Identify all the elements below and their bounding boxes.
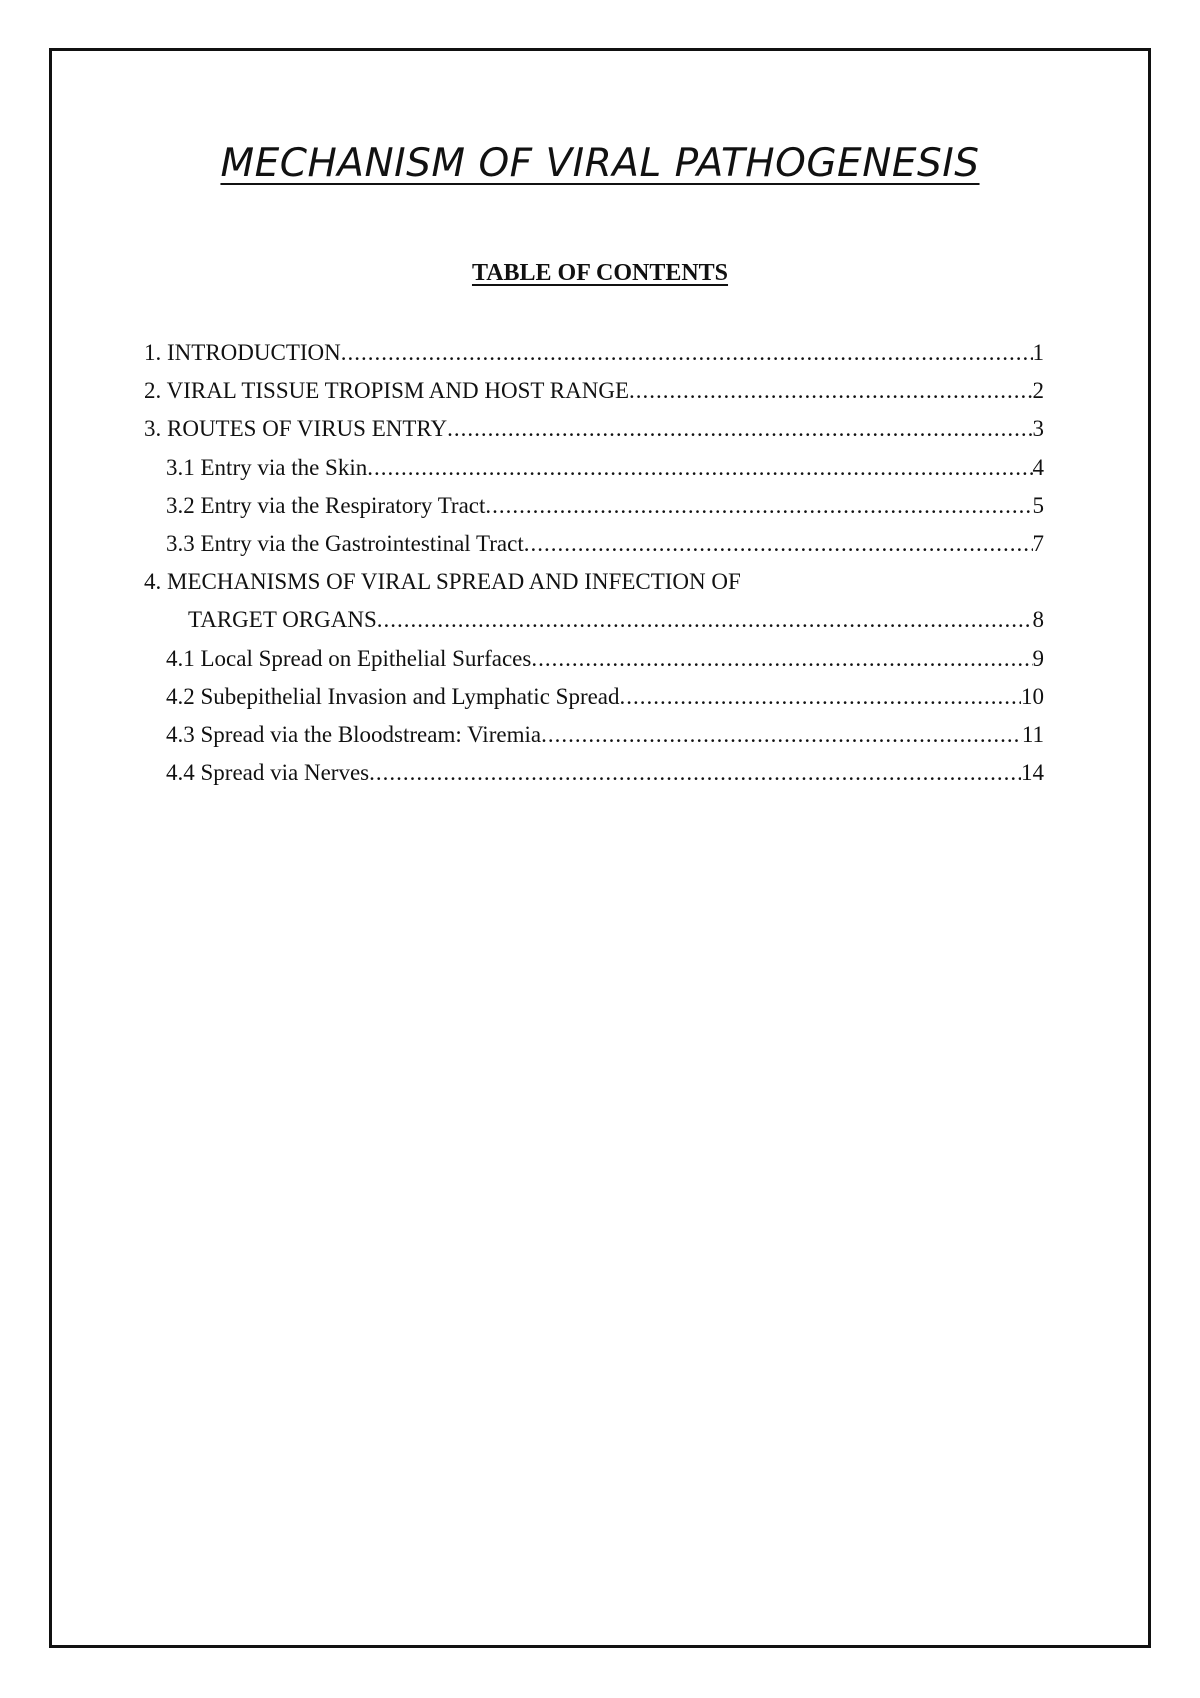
document-title: MECHANISM OF VIRAL PATHOGENESIS [220, 141, 980, 186]
toc-entry-label: 3. ROUTES OF VIRUS ENTRY [144, 416, 448, 442]
toc-entry-introduction[interactable] [144, 334, 1044, 372]
toc-leader-dots [629, 372, 1033, 410]
toc-leader-dots [341, 334, 1033, 372]
toc-entry-viral-spread[interactable] [144, 563, 1044, 601]
toc-entry-nerves[interactable] [144, 754, 1044, 792]
toc-entry-label: 4.4 Spread via Nerves [166, 760, 370, 786]
toc-entry-page: 1 [1032, 340, 1044, 365]
toc-entry-label: 4. MECHANISMS OF VIRAL SPREAD AND INFECTION OF [144, 569, 741, 595]
toc-entry-target-organs[interactable] [144, 601, 1044, 639]
toc-leader-dots [447, 410, 1032, 448]
table-of-contents [144, 334, 1044, 792]
toc-leader-dots [541, 716, 1022, 754]
toc-leader-dots [485, 487, 1032, 525]
toc-leader-dots [367, 449, 1032, 487]
toc-entry-label: 3.3 Entry via the Gastrointestinal Tract [166, 530, 524, 556]
toc-entry-page: 8 [1032, 607, 1044, 633]
toc-leader-dots [377, 601, 1033, 639]
toc-entry-page: 10 [1021, 683, 1044, 709]
toc-leader-dots [531, 640, 1032, 678]
toc-entry-label: TARGET ORGANS [188, 607, 377, 633]
toc-leader-dots [369, 754, 1021, 792]
toc-entry-label: 2. VIRAL TISSUE TROPISM AND HOST RANGE [144, 378, 629, 404]
toc-entry-tropism[interactable] [144, 372, 1044, 410]
toc-entry-page: 11 [1021, 721, 1044, 747]
toc-entry-page: 5 [1032, 492, 1044, 518]
toc-entry-page: 14 [1021, 760, 1044, 786]
toc-entry-routes[interactable] [144, 410, 1044, 448]
toc-entry-label: 1. INTRODUCTION [144, 340, 341, 365]
toc-entry-label: 4.3 Spread via the Bloodstream: Viremia [166, 721, 542, 747]
toc-entry-local-spread[interactable] [144, 640, 1044, 678]
toc-heading: TABLE OF CONTENTS [471, 260, 729, 286]
toc-entry-gastrointestinal[interactable] [144, 525, 1044, 563]
page-border [49, 48, 1151, 1648]
toc-leader-dots [620, 678, 1021, 716]
toc-entry-viremia[interactable] [144, 716, 1044, 754]
toc-entry-skin[interactable] [144, 449, 1044, 487]
toc-entry-respiratory[interactable] [144, 487, 1044, 525]
toc-entry-label: 4.1 Local Spread on Epithelial Surfaces [166, 645, 532, 671]
toc-entry-label: 3.2 Entry via the Respiratory Tract [166, 492, 486, 518]
toc-entry-page: 9 [1032, 645, 1044, 671]
toc-entry-page: 4 [1032, 454, 1044, 480]
toc-entry-subepithelial[interactable] [144, 678, 1044, 716]
toc-entry-page: 2 [1032, 378, 1044, 404]
toc-leader-dots [524, 525, 1033, 563]
toc-entry-label: 4.2 Subepithelial Invasion and Lymphatic Spread [166, 683, 620, 709]
toc-entry-page: 3 [1032, 416, 1044, 442]
toc-entry-label: 3.1 Entry via the Skin [166, 454, 368, 480]
toc-entry-page: 7 [1032, 530, 1044, 556]
